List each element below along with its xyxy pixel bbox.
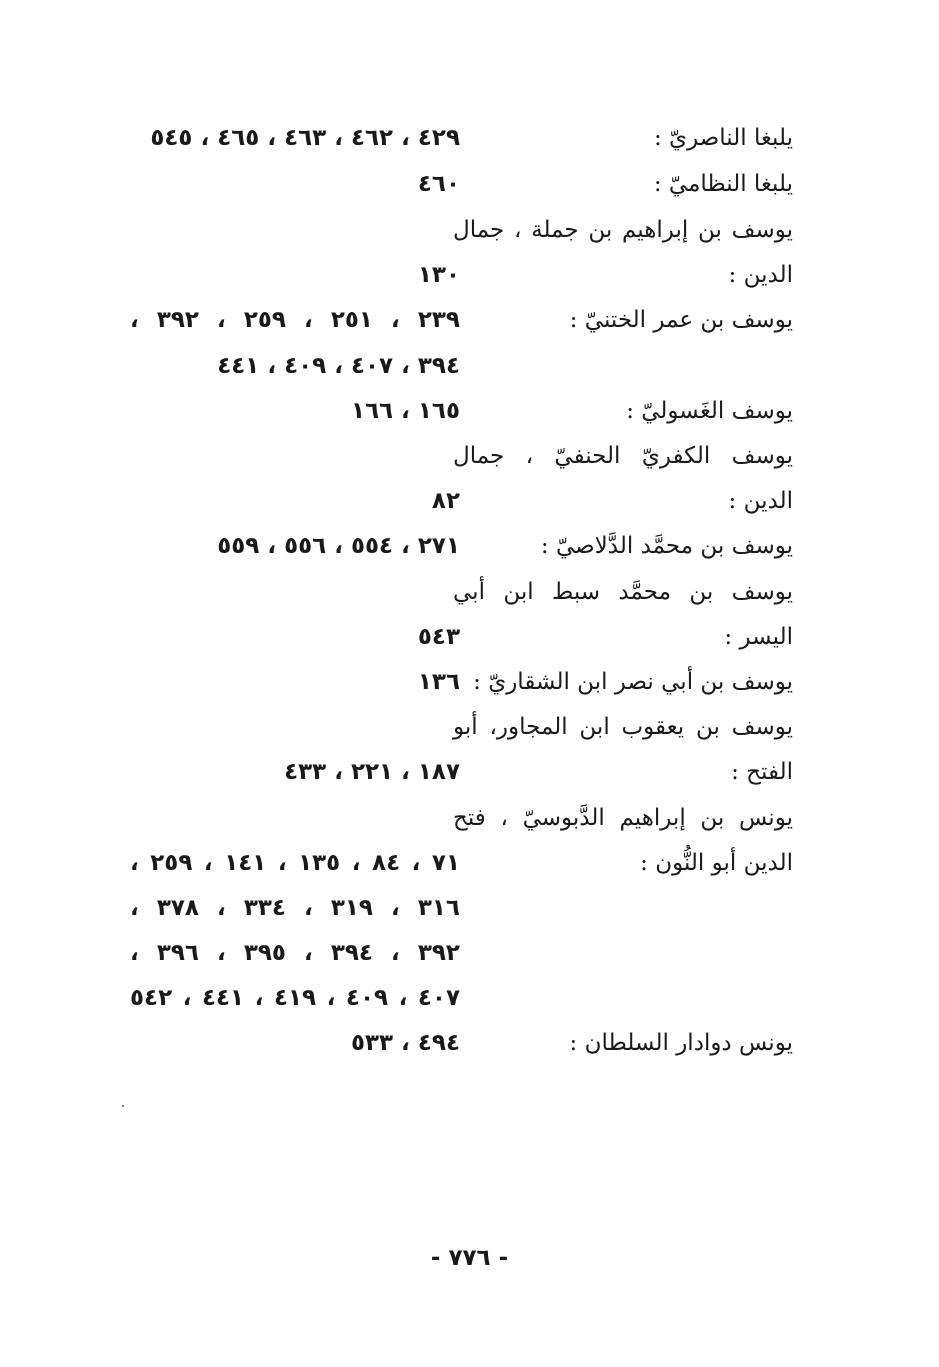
page-number: - ٧٧٦ - (430, 1245, 509, 1271)
entry-name-line1: يوسف بن إبراهيم بن جملة ، جمال (453, 217, 793, 243)
entry-pages-line4: ٤٠٧ ، ٤٠٩ ، ٤١٩ ، ٤٤١ ، ٥٤٢ (130, 985, 460, 1011)
entry-name-line1: يونس بن إبراهيم الدَّبوسيّ ، فتح (453, 805, 793, 831)
entry-pages: ١٨٧ ، ٢٢١ ، ٤٣٣ (284, 759, 460, 785)
entry-name-line2: الدين : (728, 262, 793, 288)
entry-pages-line2: ٣١٦ ، ٣١٩ ، ٣٣٤ ، ٣٧٨ ، (130, 895, 460, 921)
entry-name-line2: اليسر : (724, 624, 793, 650)
entry-pages-line3: ٣٩٢ ، ٣٩٤ ، ٣٩٥ ، ٣٩٦ ، (130, 940, 460, 966)
entry-name: يوسف بن محمَّد الدَّلاصيّ : (540, 533, 793, 559)
entry-name-line2: الدين : (728, 488, 793, 514)
entry-name-line2: الدين أبو النُّون : (640, 850, 793, 876)
entry-name-line1: يوسف الكفريّ الحنفيّ ، جمال (453, 443, 793, 469)
entry-pages: ١٣٦ (417, 669, 460, 695)
entry-pages-line2: ٣٩٤ ، ٤٠٧ ، ٤٠٩ ، ٤٤١ (217, 353, 460, 379)
entry-pages-line1: ٢٣٩ ، ٢٥١ ، ٢٥٩ ، ٣٩٢ ، (130, 307, 460, 333)
entry-name: يوسف بن عمر الختنيّ : (569, 307, 793, 333)
entry-name-line1: يوسف بن يعقوب ابن المجاور، أبو (453, 714, 793, 740)
entry-pages-line1: ٧١ ، ٨٤ ، ١٣٥ ، ١٤١ ، ٢٥٩ ، (130, 850, 460, 876)
entry-name: يلبغا الناصريّ : (654, 125, 793, 151)
entry-pages: ٥٤٣ (417, 624, 460, 650)
entry-pages: ٨٢ (431, 488, 460, 514)
entry-pages: ٢٧١ ، ٥٥٤ ، ٥٥٦ ، ٥٥٩ (217, 533, 460, 559)
entry-pages: ٤٩٤ ، ٥٣٣ (350, 1030, 460, 1056)
entry-name: يوسف الغَسوليّ : (626, 398, 793, 424)
entry-pages: ٤٦٠ (417, 171, 460, 197)
entry-name-line2: الفتح : (731, 759, 793, 785)
entry-name: يلبغا النظاميّ : (653, 171, 793, 197)
entry-name: يونس دوادار السلطان : (569, 1030, 793, 1056)
entry-pages: ١٦٥ ، ١٦٦ (350, 398, 460, 424)
entry-name-line1: يوسف بن محمَّد سبط ابن أبي (453, 579, 793, 605)
ink-speck (122, 1105, 124, 1107)
entry-pages: ٤٢٩ ، ٤٦٢ ، ٤٦٣ ، ٤٦٥ ، ٥٤٥ (150, 125, 460, 151)
entry-pages: ١٣٠ (417, 262, 460, 288)
entry-name: يوسف بن أبي نصر ابن الشقاريّ : (473, 669, 793, 695)
